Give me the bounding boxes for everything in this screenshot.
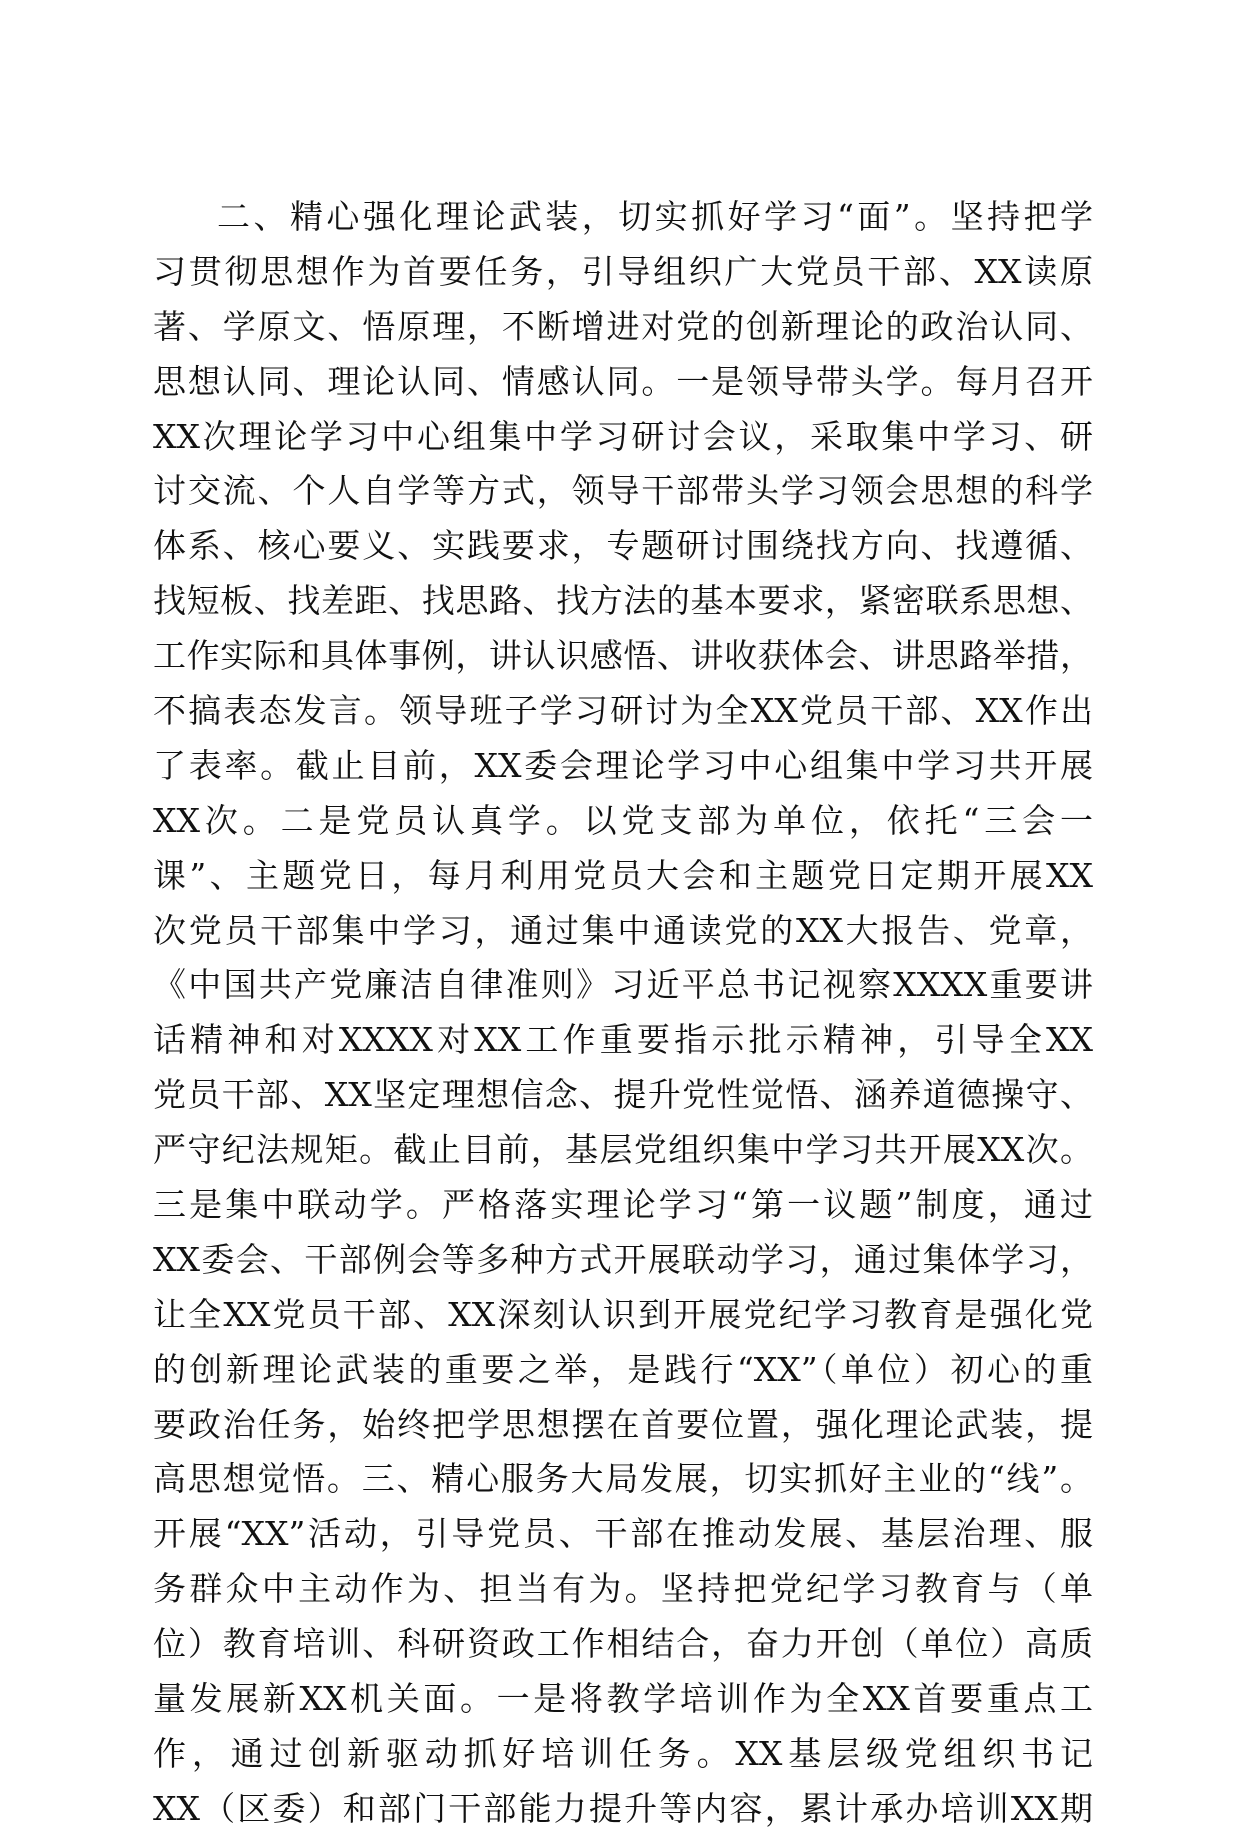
text-line: 习贯彻思想作为首要任务，引导组织广大党员干部、XX读原 (153, 251, 1093, 291)
body-paragraph (153, 190, 1093, 1837)
text-line: 找短板、找差距、找思路、找方法的基本要求，紧密联系思想、 (153, 581, 1093, 621)
text-line: 高思想觉悟。三、精心服务大局发展，切实抓好主业的“线”。 (153, 1459, 1093, 1499)
text-line: XX委会、干部例会等多种方式开展联动学习，通过集体学习， (153, 1239, 1093, 1279)
text-line: 位）教育培训、科研资政工作相结合，奋力开创（单位）高质 (153, 1624, 1093, 1664)
text-line: 思想认同、理论认同、情感认同。一是领导带头学。每月召开 (153, 361, 1093, 401)
text-line: XX（区委）和部门干部能力提升等内容，累计承办培训XX期 (153, 1788, 1093, 1828)
text-line: 著、学原文、悟原理，不断增进对党的创新理论的政治认同、 (153, 306, 1093, 346)
text-line: XX次。二是党员认真学。以党支部为单位，依托“三会一 (153, 800, 1093, 840)
text-line: 作，通过创新驱动抓好培训任务。XX基层级党组织书记 (153, 1733, 1093, 1773)
text-line: 开展“XX”活动，引导党员、干部在推动发展、基层治理、服 (153, 1514, 1093, 1554)
text-line: 二、精心强化理论武装，切实抓好学习“面”。坚持把学 (217, 197, 1093, 236)
text-line: XX次理论学习中心组集中学习研讨会议，采取集中学习、研 (153, 416, 1093, 456)
text-line: 次党员干部集中学习，通过集中通读党的XX大报告、党章， (153, 910, 1093, 950)
text-line: 严守纪法规矩。截止目前，基层党组织集中学习共开展XX次。 (153, 1130, 1093, 1170)
text-line: 讨交流、个人自学等方式，领导干部带头学习领会思想的科学 (153, 471, 1093, 511)
text-line: 务群众中主动作为、担当有为。坚持把党纪学习教育与（单 (153, 1569, 1093, 1609)
text-line: 体系、核心要义、实践要求，专题研讨围绕找方向、找遵循、 (153, 526, 1093, 566)
text-line: 三是集中联动学。严格落实理论学习“第一议题”制度，通过 (153, 1185, 1093, 1225)
text-line: 的创新理论武装的重要之举，是践行“XX”（单位）初心的重 (153, 1349, 1093, 1389)
text-line: 工作实际和具体事例，讲认识感悟、讲收获体会、讲思路举措， (153, 636, 1093, 676)
text-line: 要政治任务，始终把学思想摆在首要位置，强化理论武装，提 (153, 1404, 1093, 1444)
text-line: 党员干部、XX坚定理想信念、提升党性觉悟、涵养道德操守、 (153, 1075, 1093, 1115)
text-line: 量发展新XX机关面。一是将教学培训作为全XX首要重点工 (153, 1679, 1093, 1719)
text-line: 课”、主题党日，每月利用党员大会和主题党日定期开展XX (153, 855, 1093, 895)
text-line: 不搞表态发言。领导班子学习研讨为全XX党员干部、XX作出 (153, 691, 1093, 731)
text-line: 《中国共产党廉洁自律准则》习近平总书记视察XXXX重要讲 (153, 965, 1093, 1005)
text-line: 了表率。截止目前，XX委会理论学习中心组集中学习共开展 (153, 745, 1093, 785)
text-line: 话精神和对XXXX对XX工作重要指示批示精神，引导全XX (153, 1020, 1093, 1060)
text-line: 让全XX党员干部、XX深刻认识到开展党纪学习教育是强化党 (153, 1294, 1093, 1334)
